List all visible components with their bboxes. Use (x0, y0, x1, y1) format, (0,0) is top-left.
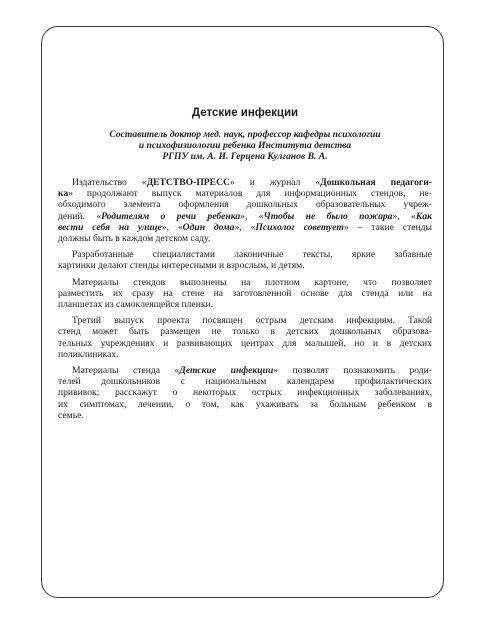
text-line (58, 277, 432, 288)
text-run: дений. « (58, 210, 102, 222)
text-run: Разработанные специалистами лаконичные тексты, яркие забавные (72, 249, 432, 261)
text-line (58, 288, 432, 299)
emphasized-text: Детские инфекции (179, 365, 274, 377)
text-run: их симптомах, лечении, о том, как ухаживать за больным ребенком в (58, 398, 432, 410)
text-run: », « (161, 221, 183, 233)
text-line (58, 249, 432, 260)
text-run: » продолжают выпуск материалов для информационных стендов, не- (68, 188, 432, 200)
text-run: » – такие стенды (343, 221, 432, 233)
paragraph (58, 277, 432, 311)
text-run: поликлиниках. (58, 348, 119, 360)
text-run: », « (392, 210, 416, 222)
emphasized-text: Один дома (182, 221, 235, 233)
text-run: » позволят познакомить роди- (273, 365, 432, 377)
emphasized-text: ка (58, 188, 69, 200)
text-run: », « (240, 210, 264, 222)
document-subtitle (58, 129, 432, 162)
text-line (58, 260, 432, 271)
text-line (58, 315, 432, 326)
text-run: стенд может быть размещен не только в детских дошкольных образова- (58, 326, 432, 338)
document-body (58, 177, 432, 421)
emphasized-text: Родителям о речи ребенка (101, 210, 241, 222)
text-line (58, 233, 432, 244)
emphasized-text: Как (415, 210, 433, 222)
text-run: » и журнал « (229, 177, 321, 188)
text-run: семье. (58, 409, 84, 421)
text-run: должны быть в каждом детском саду. (58, 233, 211, 245)
document-page (41, 26, 444, 598)
subtitle-line: Составитель доктор мед. наук, профессор кафедры психологии (109, 129, 381, 140)
emphasized-text: ДЕТСТВО-ПРЕСС (146, 177, 230, 188)
emphasized-text: Чтобы не было пожара (263, 210, 393, 222)
text-run: тельных учреждениях и развивающих центрах для малышей, но и в детских (58, 337, 432, 349)
text-line (58, 349, 432, 360)
text-run: планшетах из самоклеящейся пленки. (58, 299, 214, 311)
text-line (58, 199, 432, 210)
paragraph (58, 177, 432, 244)
text-run: разместить их сразу на стене на заготовленной основе для стенда или на (58, 287, 432, 299)
text-line (58, 299, 432, 310)
text-line (58, 211, 432, 222)
text-run: прививок; расскажут о некоторых острых инфекционных заболеваниях, (58, 387, 432, 399)
text-line (58, 177, 432, 188)
emphasized-text: Дошкольная педагоги- (320, 177, 432, 188)
document-title: Детские инфекции (191, 107, 299, 119)
text-line (58, 188, 432, 199)
document-content (58, 107, 432, 426)
text-line (58, 410, 432, 421)
text-line (58, 376, 432, 387)
text-line (58, 326, 432, 337)
text-run: Издательство « (72, 177, 147, 188)
text-run: Материалы стенда « (72, 365, 180, 377)
subtitle-line: РГПУ им. А. И. Герцена Кулганов В. А. (162, 151, 328, 162)
text-run: телей дошкольников с национальным календарем профилактических (58, 376, 432, 388)
text-run: картинки делают стенды интересными и взрослым, и детям. (58, 260, 305, 272)
text-line (58, 399, 432, 410)
text-line (58, 338, 432, 349)
emphasized-text: Психолог советует (255, 221, 344, 233)
subtitle-line: и психофизиологии ребенка Института детства (138, 140, 352, 151)
paragraph (58, 249, 432, 271)
text-line (58, 365, 432, 376)
text-line (58, 222, 432, 233)
text-run: Третий выпуск проекта посвящен острым детским инфекциям. Такой (72, 315, 432, 327)
paragraph (58, 365, 432, 421)
paragraph (58, 315, 432, 360)
text-line (58, 387, 432, 398)
text-run: », « (234, 221, 256, 233)
emphasized-text: вести себя на улице (58, 221, 162, 233)
text-run: обходимого элемента оформления дошкольных образовательных учреж- (58, 199, 432, 211)
text-run: Материалы стендов выполнены на плотном картоне, что позволяет (72, 276, 432, 288)
